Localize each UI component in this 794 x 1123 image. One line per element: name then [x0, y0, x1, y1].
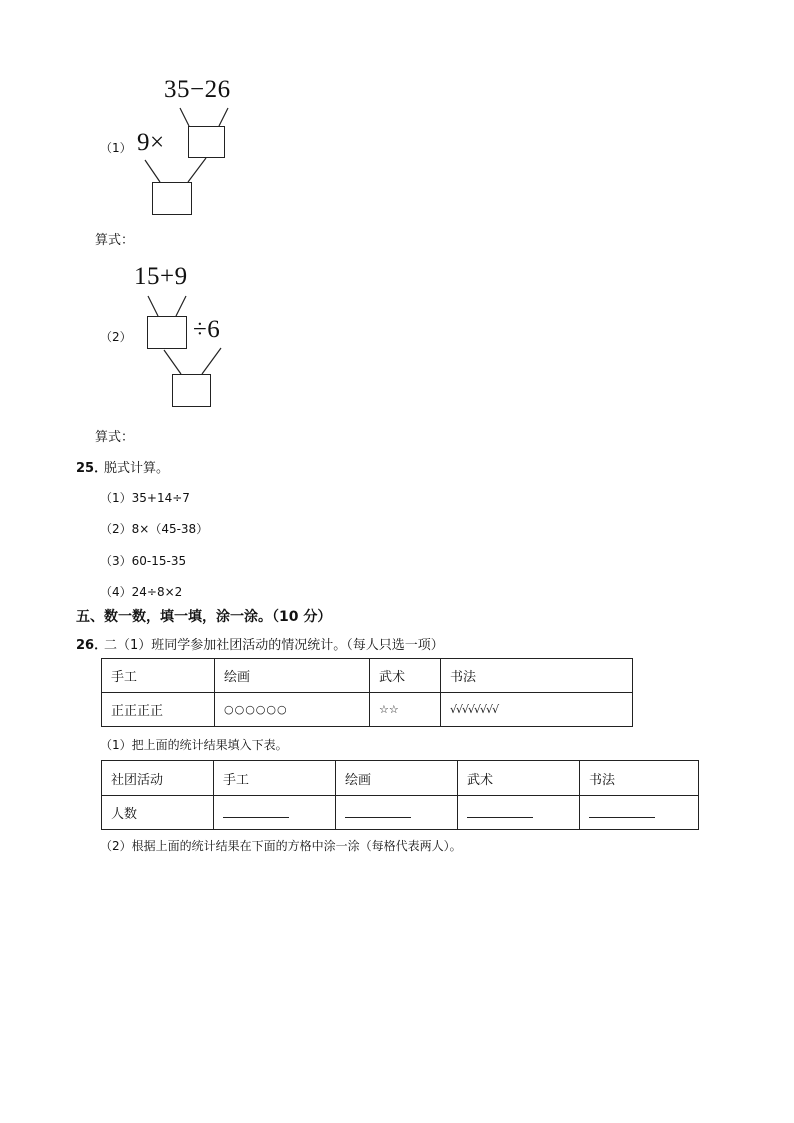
part2-top-expression: 15+9 [134, 263, 188, 290]
part1-top-expression: 35−26 [164, 76, 231, 103]
fill-table [101, 760, 699, 830]
answer-blank[interactable] [589, 803, 655, 818]
q25-item-4: （4）24÷8×2 [100, 585, 183, 599]
tally-header-calligraphy: 书法 [441, 659, 633, 693]
q26-number: 26． [76, 638, 108, 653]
part2-label: （2） [100, 330, 132, 344]
fill-header-activity: 社团活动 [102, 761, 214, 796]
tally-table [101, 658, 633, 727]
fill-header-martial-arts: 武术 [458, 761, 580, 796]
answer-blank[interactable] [345, 803, 411, 818]
part2-divisor: ÷6 [193, 316, 221, 343]
fill-header-painting: 绘画 [336, 761, 458, 796]
answer-blank[interactable] [467, 803, 533, 818]
q26-title: 二（1）班同学参加社团活动的情况统计。（每人只选一项） [104, 638, 444, 653]
fill-header-calligraphy: 书法 [580, 761, 699, 796]
q25-item-3: （3）60-15-35 [100, 554, 187, 568]
part2-connector-lines [0, 0, 794, 420]
q25-item-2: （2）8×（45-38） [100, 522, 209, 536]
tally-mark-calligraphy: √√√√√√√√ [441, 693, 633, 727]
q25-item-1: （1）35+14÷7 [100, 491, 190, 505]
fill-blank-calligraphy[interactable] [580, 796, 699, 830]
q26-sub1: （1）把上面的统计结果填入下表。 [100, 738, 288, 752]
q25-number: 25． [76, 461, 108, 476]
fill-blank-handcraft[interactable] [214, 796, 336, 830]
q26-sub2: （2）根据上面的统计结果在下面的方格中涂一涂（每格代表两人）。 [100, 839, 462, 853]
part2-formula-label: 算式： [95, 430, 135, 445]
part1-multiplier: 9× [137, 129, 165, 156]
fill-blank-painting[interactable] [336, 796, 458, 830]
tally-mark-martial-arts: ☆☆ [370, 693, 441, 727]
tally-header-painting: 绘画 [215, 659, 370, 693]
fill-blank-martial-arts[interactable] [458, 796, 580, 830]
answer-blank[interactable] [223, 803, 289, 818]
q25-title: 脱式计算。 [104, 461, 170, 476]
tally-mark-painting: ○○○○○○ [215, 693, 370, 727]
tally-header-martial-arts: 武术 [370, 659, 441, 693]
part1-label: （1） [100, 141, 132, 155]
section-5-heading: 五、数一数，填一填，涂一涂。（10 分） [76, 609, 332, 625]
part1-formula-label: 算式： [95, 233, 135, 248]
tally-header-handcraft: 手工 [102, 659, 215, 693]
tally-mark-handcraft: 正正正正 [102, 693, 215, 727]
fill-header-handcraft: 手工 [214, 761, 336, 796]
fill-row-label-count: 人数 [102, 796, 214, 830]
